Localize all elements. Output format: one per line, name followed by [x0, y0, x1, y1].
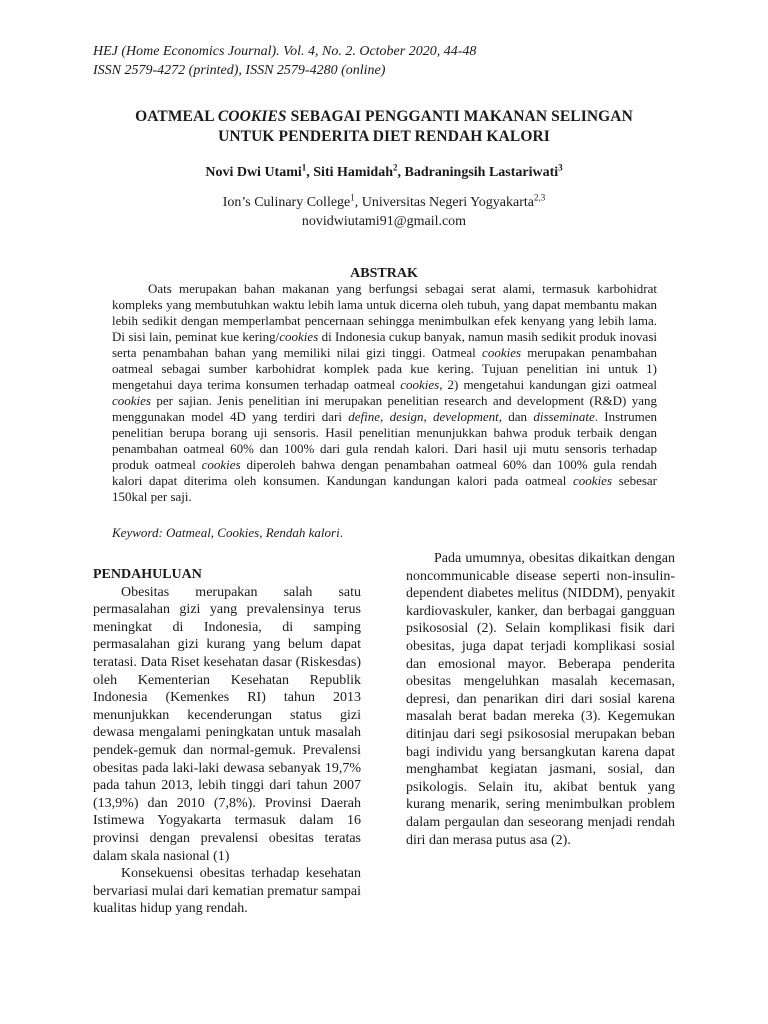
journal-citation: HEJ (Home Economics Journal). Vol. 4, No. 2. October 2020, 44-48 — [93, 44, 477, 59]
title-line-1: OATMEAL COOKIES SEBAGAI PENGGANTI MAKANAN SELINGAN — [135, 108, 633, 125]
journal-header — [93, 42, 476, 80]
abstract-heading: ABSTRAK — [350, 266, 418, 281]
intro-paragraph-3: Pada umumnya, obesitas dikaitkan dengan noncommunicable disease seperti non-insulin-dependent diabetes melitus (NIDDM), penyakit kardiovaskuler, kanker, dan berbagai gangguan psikososial (2). Selain komplikasi fisik dari obesitas, juga dapat terjadi komplikasi sosial dan emosional mayor. Beberapa penderita obesitas mengeluhkan masalah kecemasan, depresi, dan penarikan diri dari sosial karena masalah berat badan mereka (3). Kegemukan ditinjau dari segi psikososial merupakan beban bagi individu yang bersangkutan karena dapat menghambat kegiatan jasmani, sosial, dan psikologis. Selain itu, akibat bentuk yang kurang menarik, sering menimbulkan problem dalam pergaulan dan seseorang menjadi rendah diri dan merasa putus asa (2). — [406, 551, 675, 848]
author-list: Novi Dwi Utami$^1$, Siti Hamidah$^2$, Badraningsih Lastariwati$^3$ — [205, 162, 563, 180]
journal-issn: ISSN 2579-4272 (printed), ISSN 2579-4280 (online) — [93, 63, 386, 78]
right-column — [406, 550, 675, 849]
section-heading-pendahuluan: PENDAHULUAN — [93, 567, 202, 582]
abstract-body: Oats merupakan bahan makanan yang berfungsi sebagai serat alami, termasuk karbohidrat kompleks yang membutuhkan waktu lebih lama untuk dicerna oleh tubuh, yang dapat membantu makan lebih sedikit dengan memperlambat pencernaan sehingga menimbulkan efek kenyang yang lebih lama. Di sisi lain, peminat kue kering/cookies di Indonesia cukup banyak, namun masih sedikit produk inovasi serta penambahan bahan yang memiliki nilai gizi tinggi. Oatmeal cookies merupakan penambahan oatmeal sebagai sumber karbohidrat komplek pada kue kering. Tujuan penelitian ini untuk 1) mengetahui daya terima konsumen terhadap oatmeal cookies, 2) mengetahui kandungan gizi oatmeal cookies per sajian. Jenis penelitian ini merupakan penelitian research and development (R&D) yang menggunakan model 4D yang terdiri dari define, design, development, dan disseminate. Instrumen penelitian berupa borang uji sensoris. Hasil penelitian menunjukkan bahwa produk terbaik dengan penambahan oatmeal 60% dan 100% dari gula rendah kalori. Dari hasil uji mutu sensoris terhadap produk oatmeal cookies diperoleh bahwa dengan penambahan oatmeal 60% dan 100% gula rendah kalori dapat diterima oleh konsumen. Kandungan kandungan kalori pada oatmeal cookies sebesar 150kal per saji. — [112, 281, 658, 504]
author-email: novidwiutami91@gmail.com — [301, 214, 467, 229]
left-column — [93, 566, 361, 918]
intro-paragraph-2: Konsekuensi obesitas terhadap kesehatan bervariasi mulai dari kematian prematur sampai kualitas hidup yang rendah. — [93, 866, 361, 917]
intro-paragraph-1: Obesitas merupakan salah satu permasalahan gizi yang prevalensinya terus meningkat di Indonesia, di samping permasalahan gizi kurang yang belum dapat teratasi. Data Riset kesehatan dasar (Riskesdas) oleh Kementerian Kesehatan Republik Indonesia (Kemenkes RI) tahun 2013 menunjukkan kecenderungan status gizi dewasa mengalami peningkatan untuk masalah pendek-gemuk dan normal-gemuk. Prevalensi obesitas pada laki-laki dewasa sebanyak 19,7% pada tahun 2013, lebih tinggi dari tahun 2007 (13,9%) dan 2010 (7,8%). Provinsi Daerah Istimewa Yogyakarta termasuk dalam 16 provinsi dengan prevalensi obesitas teratas dalam skala nasional (1) — [93, 584, 361, 864]
keywords: Keyword: Oatmeal, Cookies, Rendah kalori. — [112, 525, 343, 540]
paper-title — [80, 107, 688, 147]
affiliation: Ion’s Culinary College$^1$, Universitas Negeri Yogyakarta$^{2,3}$ — [222, 192, 546, 210]
title-line-2: UNTUK PENDERITA DIET RENDAH KALORI — [218, 128, 550, 145]
